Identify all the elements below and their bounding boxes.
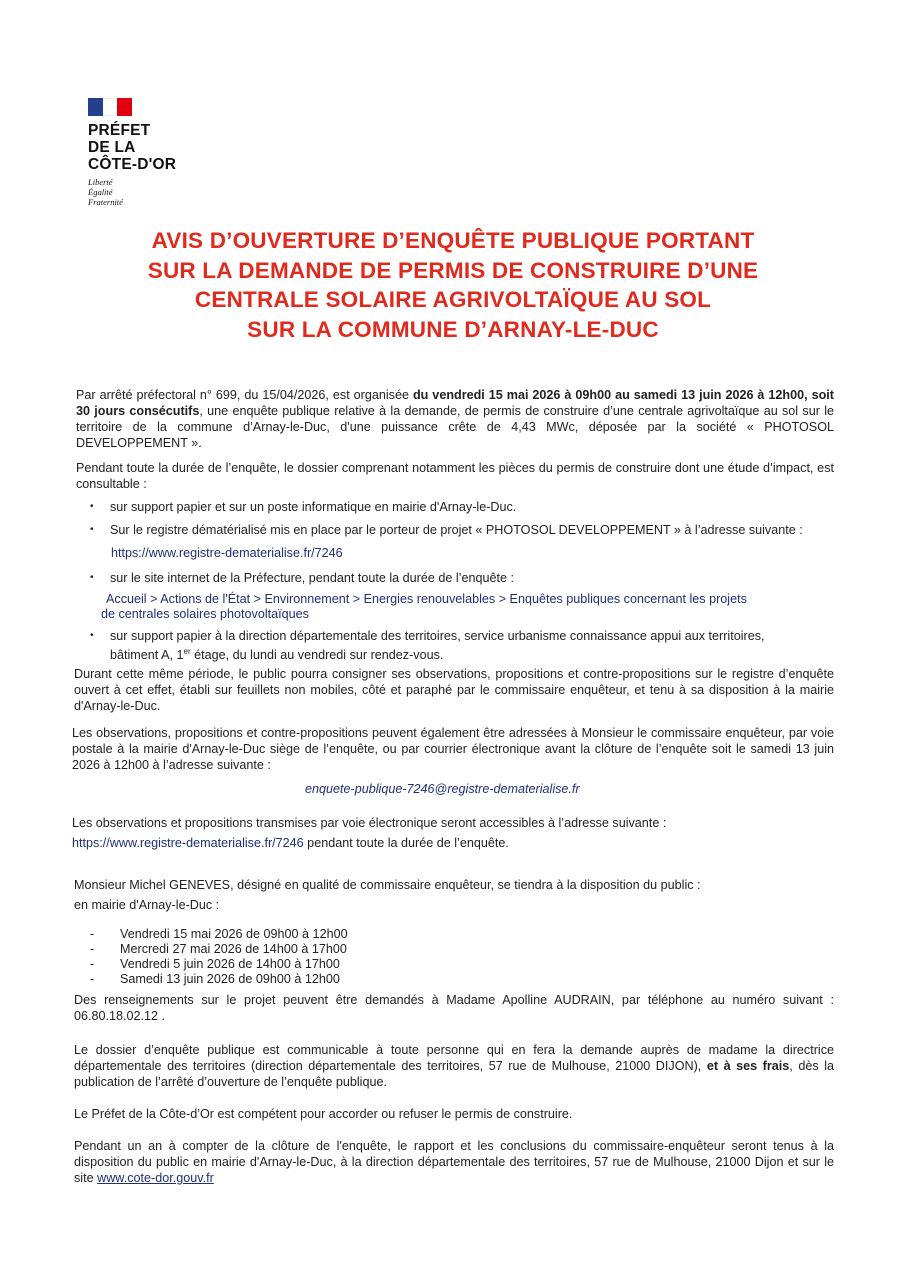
commissioner-line: Monsieur Michel GENEVES, désigné en qualité de commissaire enquêteur, se tiendra à la disposition du public : bbox=[74, 878, 701, 892]
title-line: SUR LA COMMUNE D’ARNAY-LE-DUC bbox=[247, 316, 659, 342]
observations-paragraph: Durant cette même période, le public pourra consigner ses observations, propositions et contre-propositions sur le registre d’enquête ouvert à cet effet, établi sur feuillets non mobiles, côté et paraphé par le commissaire enquêteur, et tenu à sa disposition à la mairie d'Arnay-le-Duc. bbox=[74, 667, 834, 713]
info-paragraph: Des renseignements sur le projet peuvent être demandés à Madame Apolline AUDRAIN, par téléphone au numéro suivant : 06.80.18.02.12 . bbox=[74, 993, 834, 1023]
title-line: AVIS D’OUVERTURE D’ENQUÊTE PUBLIQUE PORTANT bbox=[151, 228, 755, 253]
email-link[interactable]: enquete-publique-7246@registre-dematerialise.fr bbox=[305, 782, 580, 796]
competence-paragraph: Le Préfet de la Côte-d’Or est compétent pour accorder ou refuser le permis de construire. bbox=[74, 1107, 573, 1121]
prefecture-name: PRÉFET DE LA CÔTE-D'OR bbox=[88, 122, 177, 173]
electronic-observations: Les observations et propositions transmises par voie électronique seront accessibles à l’adresse suivante : bbox=[72, 816, 667, 830]
breadcrumb[interactable]: Accueil > Actions de l'État > Environnement > Energies renouvelables > Enquêtes publiques concernant les projets bbox=[106, 592, 747, 606]
dossier-paragraph: Le dossier d’enquête publique est communicable à toute personne qui en fera la demande auprès de madame la directrice départementale des territoires (direction départementale des territoires, 57 rue de Mulhouse, 21000 DIJON), et à ses frais, dès la publication de l’arrêté d’ouverture de l’enquête publique. bbox=[74, 1043, 834, 1089]
consult-intro: Pendant toute la durée de l’enquête, le dossier comprenant notamment les pièces du permis de construire dont une étude d’impact, est consultable : bbox=[76, 461, 834, 491]
title-line: CENTRALE SOLAIRE AGRIVOLTAÏQUE AU SOL bbox=[194, 287, 712, 312]
prefecture-logo bbox=[88, 98, 176, 207]
breadcrumb-continuation[interactable]: de centrales solaires photovoltaïques bbox=[101, 607, 309, 621]
notice-title bbox=[90, 226, 816, 344]
electronic-observations-url: https://www.registre-dematerialise.fr/7246 pendant toute la durée de l’enquête. bbox=[72, 836, 509, 850]
notice-page: PRÉFET DE LA CÔTE-D'OR Liberté Égalité Fraternité AVIS D’OUVERTURE D’ENQUÊTE PUBLIQUE PORTANT SUR LA DEMANDE DE PERMIS DE CONSTRUIRE D’UNE CENTRALE SOLAIRE AGRIVOLTAÏQUE AU SOL SUR LA COMMUNE D’ARNAY-LE-DUC Par arrêté préfectoral n° 699, du 15/04/2026, est organisée du vendredi 15 mai 2026 à 09h00 au samedi 13 juin 2026 à 12h00, soit 30 jours consécutifs, une enquête publique relative à la demande, de permis de construire d’une centrale agrivoltaïque au sol sur le territoire de la commune d’Arnay-le-Duc, d'une puissance crête de 4,43 MWc, déposée par la société « PHOTOSOL DEVELOPPEMENT ». Pendant toute la durée de l’enquête, le dossier comprenant notamment les pièces du permis de construire dont une étude d’impact, est consultable : • sur support papier et sur un poste informatique en mairie d'Arnay-le-Duc. • Sur le registre dématérialisé mis en place par le porteur de projet « PHOTOSOL DEVELOPPEMENT » à l’adresse suivante : https://www.registre-dematerialise.fr/7246 • sur le site internet de la Préfecture, pendant toute la durée de l’enquête : Accueil > Actions de l'État > Environnement > Energies renouvelables > Enquêtes publiques concernant les projets de centrales solaires photovoltaïques • sur support papier à la direction départementale des territoires, service urbanisme connaissance appui aux territoires, bâtiment A, 1er étage, du lundi au vendredi sur rendez-vous. Durant cette même période, le public pourra consigner ses observations, propositions et contre-propositions sur le registre d’enquête ouvert à cet effet, établi sur feuillets non mobiles, côté et paraphé par le commissaire enquêteur, et tenu à sa disposition à la mairie d'Arnay-le-Duc. Les observations, propositions et contre-propositions peuvent également être adressées à Monsieur le commissaire enquêteur, par voie postale à la mairie d'Arnay-le-Duc siège de l’enquête, ou par courrier électronique avant la clôture de l’enquête soit le samedi 13 juin 2026 à 12h00 à l’adresse suivante : enquete-publique-7246@registre-dematerialise.fr Les observations et propositions transmises par voie électronique seront accessibles à l’adresse suivante : https://www.registre-dematerialise.fr/7246 pendant toute la durée de l’enquête. Monsieur Michel GENEVES, désigné en qualité de commissaire enquêteur, se tiendra à la disposition du public : en mairie d'Arnay-le-Duc : - Vendredi 15 mai 2026 de 09h00 à 12h00 - Mercredi 27 mai 2026 de 14h00 à 17h00 - Vendredi 5 juin 2026 de 14h00 à 17h00 - Samedi 13 juin 2026 de 09h00 à 12h00 Des renseignements sur le projet peuvent être demandés à Madame Apolline AUDRAIN, par téléphone au numéro suivant : 06.80.18.02.12 . Le dossier d’enquête publique est communicable à toute personne qui en fera la demande auprès de madame la directrice départementale des territoires (direction départementale des territoires, 57 rue de Mulhouse, 21000 DIJON), et à ses frais, dès la publication de l’arrêté d’ouverture de l’enquête publique. Le Préfet de la Côte-d’Or est compétent pour accorder ou refuser le permis de construire. Pendant un an à compter de la clôture de l'enquête, le rapport et les conclusions du commissaire-enquêteur seront tenus à la disposition du public en mairie d'Arnay-le-Duc, à la direction départementale des territoires, 57 rue de Mulhouse, 21000 Dijon et sur le site www.cote-dor.gouv.fr bbox=[0, 0, 900, 1272]
marianne-flag-icon bbox=[88, 98, 132, 116]
observations-post-paragraph: Les observations, propositions et contre-propositions peuvent également être adressées à Monsieur le commissaire enquêteur, par voie postale à la mairie d'Arnay-le-Duc siège de l’enquête, ou par courrier électronique avant la clôture de l’enquête soit le samedi 13 juin 2026 à 12h00 à l’adresse suivante : bbox=[72, 726, 834, 772]
republic-motto: Liberté Égalité Fraternité bbox=[88, 177, 123, 207]
title-line: SUR LA DEMANDE DE PERMIS DE CONSTRUIRE D’UNE bbox=[147, 257, 759, 283]
commissioner-location: en mairie d'Arnay-le-Duc : bbox=[74, 898, 220, 912]
intro-paragraph: Par arrêté préfectoral n° 699, du 15/04/2026, est organisée du vendredi 15 mai 2026 à 09h00 au samedi 13 juin 2026 à 12h00, soit 30 jours consécutifs, une enquête publique relative à la demande, de permis de construire d’une centrale agrivoltaïque au sol sur le territoire de la commune d’Arnay-le-Duc, d'une puissance crête de 4,43 MWc, déposée par la société « PHOTOSOL DEVELOPPEMENT ». bbox=[76, 388, 834, 450]
final-paragraph: Pendant un an à compter de la clôture de l'enquête, le rapport et les conclusions du commissaire-enquêteur seront tenus à la disposition du public en mairie d'Arnay-le-Duc, à la direction départementale des territoires, 57 rue de Mulhouse, 21000 Dijon et sur le site www.cote-dor.gouv.fr bbox=[74, 1139, 834, 1185]
registry-link[interactable]: https://www.registre-dematerialise.fr/7246 bbox=[111, 546, 343, 560]
cote-dor-website-link[interactable]: www.cote-dor.gouv.fr bbox=[97, 1171, 214, 1185]
